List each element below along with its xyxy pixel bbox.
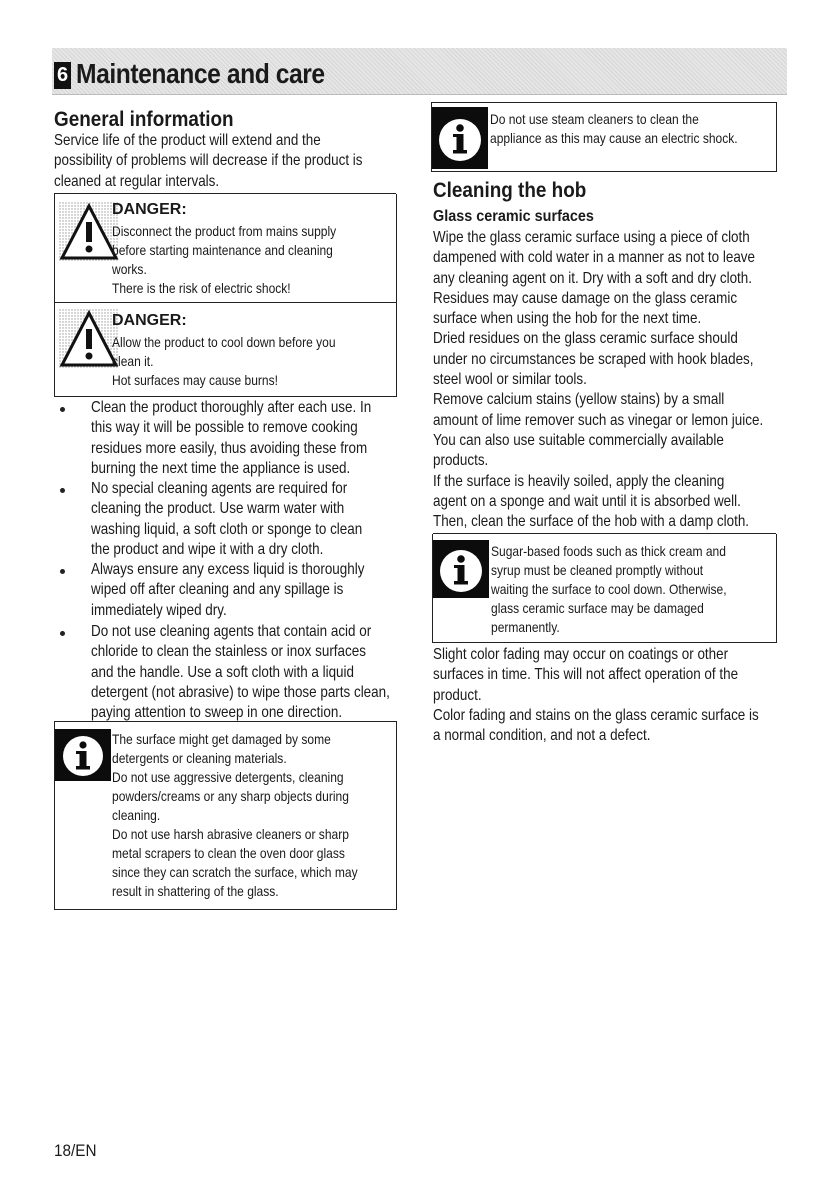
- warning-triangle-icon: [59, 202, 119, 262]
- bullet-dot: [60, 407, 65, 412]
- text-line: detergent (not abrasive) to wipe those parts clean,: [91, 683, 390, 701]
- chapter-number: 6: [54, 62, 71, 89]
- text-line: Sugar-based foods such as thick cream and: [491, 543, 726, 559]
- text-line: detergents or cleaning materials.: [112, 750, 287, 766]
- text-line: Allow the product to cool down before you: [112, 334, 336, 350]
- text-line: appliance as this may cause an electric shock.: [490, 130, 738, 146]
- bullet-dot: [60, 631, 65, 636]
- text-line: Then, clean the surface of the hob with a damp cloth.: [433, 513, 750, 531]
- text-line: Clean the product thoroughly after each use. In: [91, 399, 372, 416]
- danger-text: [112, 222, 373, 298]
- text-line: this way it will be possible to remove cooking: [91, 419, 358, 437]
- text-line: since they can scratch the surface, which may: [112, 864, 358, 880]
- info-text: [490, 110, 778, 148]
- text-line: Dried residues on the glass ceramic surface should: [433, 330, 738, 348]
- text-line: Remove calcium stains (yellow stains) by a small: [433, 391, 725, 409]
- text-line: surface when using the hob for the next time.: [433, 310, 702, 328]
- info-icon: [432, 107, 488, 169]
- text-line: The surface might get damaged by some: [112, 731, 331, 747]
- text-line: cleaned at regular intervals.: [54, 172, 220, 190]
- info-icon: [433, 540, 489, 598]
- text-line: Disconnect the product from mains supply: [112, 223, 337, 239]
- hob-paragraphs: [433, 228, 826, 532]
- info-box-detergents: [54, 722, 397, 910]
- text-line: amount of lime remover such as vinegar or lemon juice.: [433, 411, 764, 429]
- danger-label: DANGER:: [112, 312, 187, 329]
- text-line: a normal condition, and not a defect.: [433, 727, 651, 745]
- text-line: Service life of the product will extend and the: [54, 132, 321, 149]
- cleaning-hob-heading: Cleaning the hob: [433, 179, 587, 202]
- text-line: Hot surfaces may cause burns!: [112, 372, 278, 388]
- text-line: burning the next time the appliance is used.: [91, 459, 351, 477]
- text-line: the product and wipe it with a dry cloth.: [91, 540, 324, 558]
- text-line: result in shattering of the glass.: [112, 883, 279, 899]
- text-line: chloride to clean the stainless or inox surfaces: [91, 643, 366, 661]
- danger-label: DANGER:: [112, 201, 187, 218]
- text-line: Do not use steam cleaners to clean the: [490, 111, 699, 127]
- bullet-item: [91, 398, 425, 479]
- info-box-sugar: [432, 534, 777, 643]
- text-line: There is the risk of electric shock!: [112, 280, 291, 296]
- danger-text: [112, 333, 372, 390]
- text-line: If the surface is heavily soiled, apply the cleaning: [433, 472, 725, 490]
- warning-triangle-icon: [59, 309, 119, 369]
- text-line: and the handle. Use a soft cloth with a liquid: [91, 663, 354, 681]
- glass-ceramic-subheading: Glass ceramic surfaces: [433, 208, 594, 225]
- text-line: Always ensure any excess liquid is thoroughly: [91, 561, 365, 578]
- text-line: dampened with cold water in a manner as not to leave: [433, 249, 756, 267]
- text-line: wiped off after cleaning and any spillage is: [91, 581, 344, 599]
- text-line: Color fading and stains on the glass ceramic surface is: [433, 706, 759, 724]
- text-line: steel wool or similar tools.: [433, 371, 587, 389]
- text-line: Do not use cleaning agents that contain acid or: [91, 623, 372, 640]
- text-line: products.: [433, 452, 489, 470]
- text-line: waiting the surface to cool down. Otherwise,: [491, 581, 727, 597]
- text-line: Residues may cause damage on the glass ceramic: [433, 289, 738, 307]
- text-line: syrup must be cleaned promptly without: [491, 562, 704, 578]
- text-line: clean it.: [112, 353, 154, 369]
- text-line: metal scrapers to clean the oven door glass: [112, 845, 345, 861]
- hob-after-paragraphs: [433, 645, 821, 746]
- text-line: cleaning.: [112, 807, 161, 823]
- text-line: permanently.: [491, 619, 560, 635]
- text-line: glass ceramic surface may be damaged: [491, 600, 704, 616]
- info-text: [491, 542, 765, 637]
- bullet-item: [91, 622, 447, 723]
- text-line: powders/creams or any sharp objects during: [112, 788, 349, 804]
- text-line: product.: [433, 686, 482, 704]
- danger-box-burn: [54, 302, 397, 397]
- text-line: any cleaning agent on it. Dry with a soft and dry cloth.: [433, 269, 753, 287]
- text-line: No special cleaning agents are required for: [91, 480, 348, 497]
- text-line: under no circumstances be scraped with hook blades,: [433, 350, 754, 368]
- general-information-heading: General information: [54, 108, 234, 131]
- bullet-item: [91, 479, 414, 560]
- text-line: immediately wiped dry.: [91, 601, 227, 619]
- text-line: Do not use harsh abrasive cleaners or sharp: [112, 826, 349, 842]
- text-line: surfaces in time. This will not affect operation of the: [433, 666, 739, 684]
- chapter-title: Maintenance and care: [76, 58, 325, 89]
- text-line: residues more easily, thus avoiding these from: [91, 439, 368, 457]
- bullet-dot: [60, 569, 65, 574]
- info-box-steam: [431, 102, 777, 172]
- text-line: Wipe the glass ceramic surface using a piece of cloth: [433, 229, 750, 246]
- text-line: possibility of problems will decrease if the product is: [54, 152, 363, 170]
- text-line: washing liquid, a soft cloth or sponge to clean: [91, 520, 363, 538]
- page-number: 18/EN: [54, 1141, 97, 1160]
- info-text: [112, 730, 398, 901]
- text-line: cleaning the product. Use warm water with: [91, 500, 345, 518]
- text-line: paying attention to sweep in one direction.: [91, 704, 343, 722]
- text-line: works.: [112, 261, 147, 277]
- text-line: You can also use suitable commercially available: [433, 431, 724, 449]
- bullet-item: [91, 560, 417, 621]
- bullet-dot: [60, 488, 65, 493]
- info-icon: [55, 729, 111, 781]
- text-line: before starting maintenance and cleaning: [112, 242, 333, 258]
- danger-box-shock: [54, 194, 397, 303]
- general-intro: [54, 131, 421, 192]
- text-line: agent on a sponge and wait until it is absorbed well.: [433, 492, 741, 510]
- text-line: Slight color fading may occur on coatings or other: [433, 646, 729, 663]
- text-line: Do not use aggressive detergents, cleaning: [112, 769, 344, 785]
